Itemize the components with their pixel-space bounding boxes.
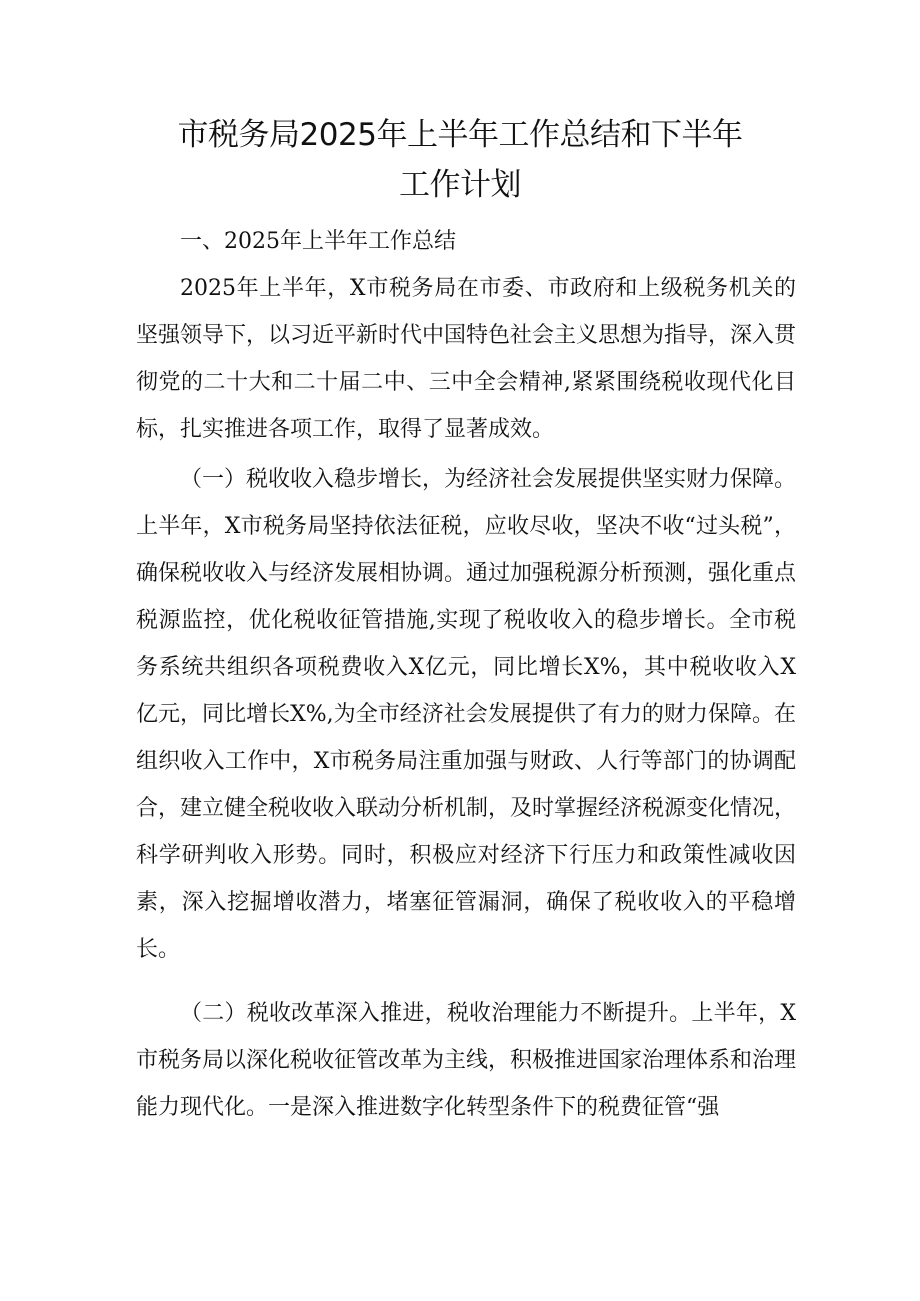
paragraph-revenue-growth: （一）税收收入稳步增长，为经济社会发展提供坚实财力保障。上半年，X市税务局坚持依法征税，应收尽收，坚决不收“过头税”，确保税收收入与经济发展相协调。通过加强税源分析预测，强化重点税源监控，优化税收征管措施,实现了税收收入的稳步增长。全市税务系统共组织各项税费收入X亿元，同比增长X%，其中税收收入X亿元，同比增长X%,为全市经济社会发展提供了有力的财力保障。在组织收入工作中，X市税务局注重加强与财政、人行等部门的协调配合，建立健全税收收入联动分析机制，及时掌握经济税源变化情况，科学研判收入形势。同时，积极应对经济下行压力和政策性减收因素，深入挖掘增收潜力，堵塞征管漏洞，确保了税收收入的平稳增长。 [136, 467, 797, 962]
document-title [120, 110, 800, 210]
section-heading: 一、2025年上半年工作总结 [180, 229, 456, 254]
title-line-2: 工作计划 [399, 167, 521, 203]
paragraph-intro: 2025年上半年，X市税务局在市委、市政府和上级税务机关的坚强领导下，以习近平新时代中国特色社会主义思想为指导，深入贯彻党的二十大和二十届二中、三中全会精神,紧紧围绕税收现代化目标，扎实推进各项工作，取得了显著成效。 [136, 276, 797, 442]
paragraph-reform: （二）税收改革深入推进，税收治理能力不断提升。上半年，X市税务局以深化税收征管改革为主线，积极推进国家治理体系和治理能力现代化。一是深入推进数字化转型条件下的税费征管“强 [136, 1001, 797, 1120]
title-line-1: 市税务局2025年上半年工作总结和下半年 [177, 117, 743, 153]
